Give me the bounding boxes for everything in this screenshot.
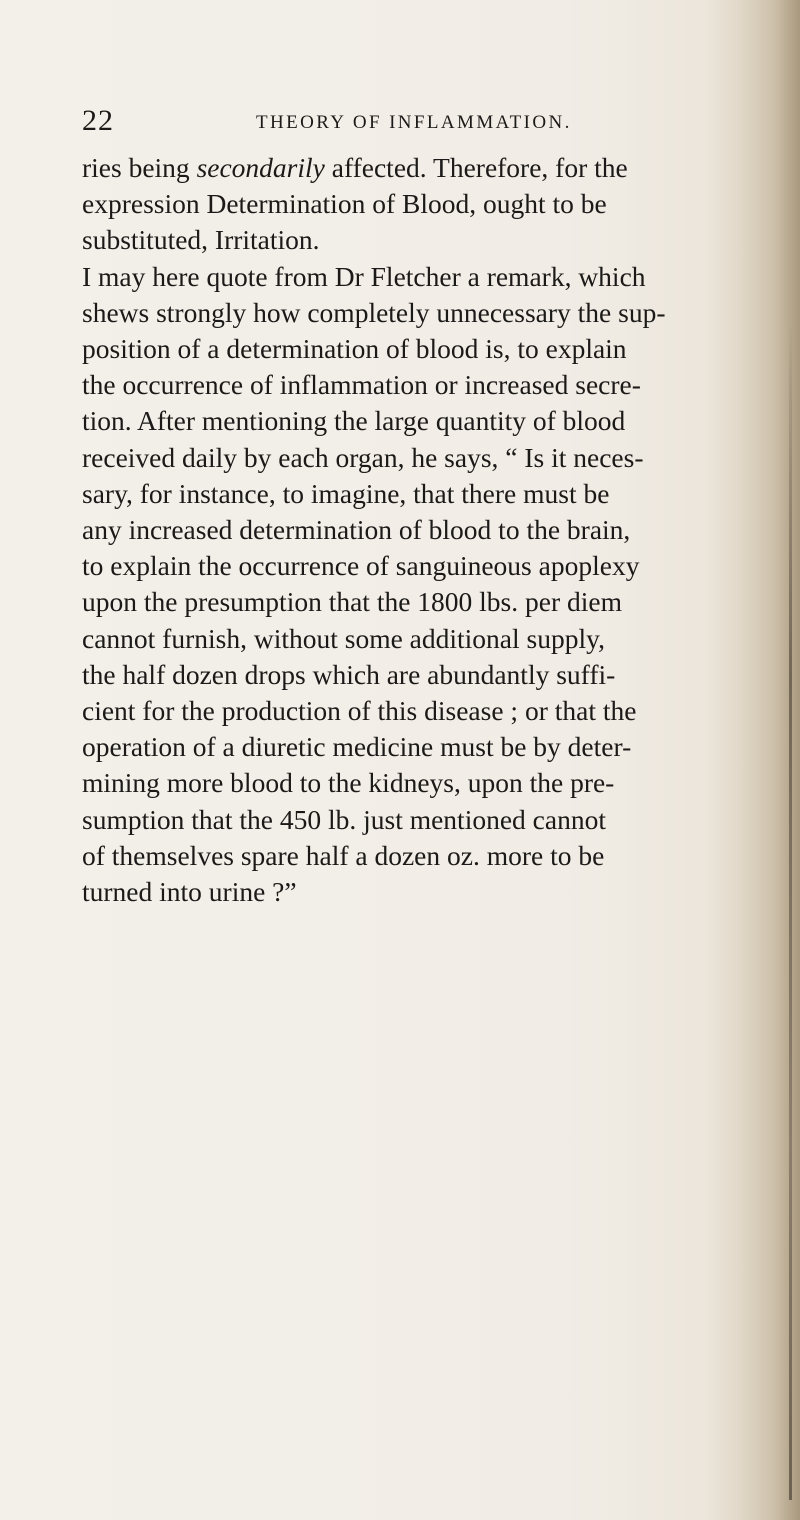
italic-word: secondarily: [196, 152, 325, 183]
text-line: received daily by each organ, he says, “ Is it neces-: [82, 441, 644, 473]
text-line: substituted, Irritation.: [82, 224, 320, 256]
text-segment: ries being: [82, 152, 197, 183]
text-line: sumption that the 450 lb. just mentioned cannot: [82, 803, 606, 835]
text-line: sary, for instance, to imagine, that there must be: [82, 477, 610, 509]
text-segment: affected. Therefore, for the: [324, 152, 628, 183]
text-line: operation of a diuretic medicine must be by deter-: [82, 731, 632, 763]
text-line: I may here quote from Dr Fletcher a remark, which: [82, 260, 646, 292]
text-line: turned into urine ?”: [82, 876, 297, 908]
body-text: [82, 150, 772, 910]
text-line: the occurrence of inflammation or increased secre-: [82, 369, 641, 401]
text-line: mining more blood to the kidneys, upon the pre-: [82, 767, 615, 799]
text-line: upon the presumption that the 1800 lbs. per diem: [82, 586, 622, 618]
text-line: cannot furnish, without some additional supply,: [82, 622, 605, 654]
text-line: to explain the occurrence of sanguineous apoplexy: [82, 550, 640, 582]
text-line: position of a determination of blood is, to explain: [82, 333, 627, 365]
text-line: shews strongly how completely unnecessary the sup-: [82, 296, 666, 328]
page-number: 22: [82, 104, 114, 137]
text-line: cient for the production of this disease ; or that the: [82, 695, 637, 727]
text-line: expression Determination of Blood, ought to be: [82, 188, 607, 220]
text-line: the half dozen drops which are abundantly suffi-: [82, 658, 616, 690]
running-head: THEORY OF INFLAMMATION.: [256, 112, 572, 133]
text-line: of themselves spare half a dozen oz. more to be: [82, 839, 605, 871]
text-line: tion. After mentioning the large quantity of blood: [82, 405, 626, 437]
text-line: [82, 150, 772, 186]
text-line: any increased determination of blood to the brain,: [82, 514, 631, 546]
page-edge-line: [789, 320, 792, 1500]
